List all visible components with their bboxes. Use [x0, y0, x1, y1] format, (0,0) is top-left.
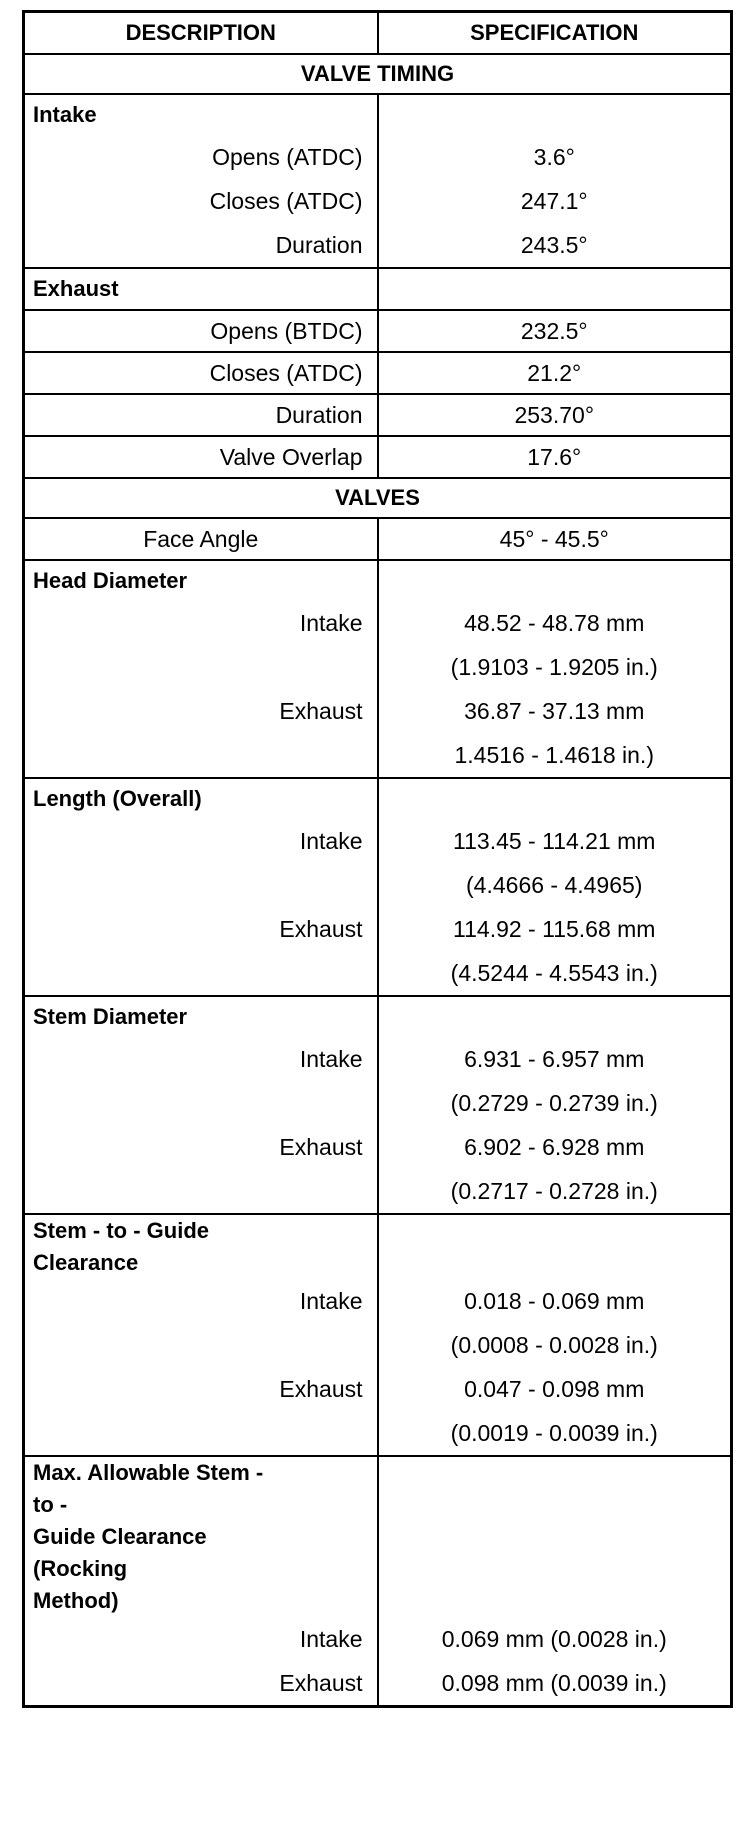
intake-duration-label: Duration — [275, 232, 363, 258]
valve-overlap-value: 17.6° — [527, 444, 582, 470]
description-cell — [24, 94, 378, 268]
stem-diameter-exhaust-mm: 6.902 - 6.928 mm — [464, 1134, 645, 1160]
stem-diameter-exhaust-label: Exhaust — [279, 1134, 363, 1160]
max-clearance-heading-line2: to - — [33, 1492, 68, 1517]
valve-overlap-label: Valve Overlap — [219, 444, 363, 470]
valve-specification-table — [22, 10, 733, 1708]
max-clearance-exhaust-label: Exhaust — [279, 1670, 363, 1696]
table-row — [24, 310, 732, 352]
intake-closes-label: Closes (ATDC) — [209, 188, 363, 214]
max-clearance-heading-line5: Method) — [33, 1588, 119, 1613]
clearance-exhaust-mm: 0.047 - 0.098 mm — [464, 1376, 645, 1402]
specification-cell — [378, 94, 732, 268]
head-diameter-intake-label: Intake — [299, 610, 363, 636]
stem-diameter-intake-mm: 6.931 - 6.957 mm — [464, 1046, 645, 1072]
clearance-intake-label: Intake — [299, 1288, 363, 1314]
max-clearance-exhaust-value: 0.098 mm (0.0039 in.) — [441, 1670, 667, 1696]
exhaust-opens-label: Opens (BTDC) — [210, 318, 363, 344]
intake-opens-label: Opens (ATDC) — [212, 144, 363, 170]
intake-closes-value: 247.1° — [520, 188, 588, 214]
clearance-intake-mm: 0.018 - 0.069 mm — [464, 1288, 645, 1314]
head-diameter-exhaust-label: Exhaust — [279, 698, 363, 724]
description-column-header: DESCRIPTION — [24, 12, 378, 55]
table-row — [24, 436, 732, 478]
clearance-exhaust-label: Exhaust — [279, 1376, 363, 1402]
stem-diameter-intake-label: Intake — [299, 1046, 363, 1072]
max-clearance-intake-value: 0.069 mm (0.0028 in.) — [441, 1626, 667, 1652]
head-diameter-intake-in: (1.9103 - 1.9205 in.) — [450, 654, 658, 680]
clearance-intake-in: (0.0008 - 0.0028 in.) — [450, 1332, 658, 1358]
intake-opens-value: 3.6° — [533, 144, 575, 170]
stem-diameter-heading: Stem Diameter — [33, 1004, 188, 1029]
length-intake-mm: 113.45 - 114.21 mm — [453, 828, 656, 854]
stem-diameter-exhaust-in: (0.2717 - 0.2728 in.) — [450, 1178, 658, 1204]
exhaust-closes-value: 21.2° — [527, 360, 582, 386]
table-row — [24, 778, 732, 996]
face-angle-label: Face Angle — [143, 526, 259, 552]
exhaust-heading: Exhaust — [33, 276, 119, 301]
exhaust-duration-label: Duration — [275, 402, 363, 428]
table-row — [24, 394, 732, 436]
table-row — [24, 1214, 732, 1456]
valve-timing-section-title: VALVE TIMING — [24, 54, 732, 94]
specification-cell — [378, 268, 732, 310]
description-cell — [24, 268, 378, 310]
stem-guide-clearance-heading-line1: Stem - to - Guide — [33, 1218, 209, 1243]
table-row — [24, 268, 732, 310]
exhaust-duration-value: 253.70° — [514, 402, 595, 428]
max-clearance-heading-line4: (Rocking — [33, 1556, 128, 1581]
head-diameter-exhaust-in: 1.4516 - 1.4618 in.) — [454, 742, 654, 768]
section-header-row — [24, 478, 732, 518]
table-row — [24, 518, 732, 560]
intake-heading: Intake — [33, 102, 97, 127]
length-overall-heading: Length (Overall) — [33, 786, 202, 811]
table-header-row — [24, 12, 732, 55]
table-row — [24, 560, 732, 778]
length-exhaust-in: (4.5244 - 4.5543 in.) — [450, 960, 658, 986]
intake-duration-value: 243.5° — [520, 232, 588, 258]
table-row — [24, 352, 732, 394]
max-clearance-intake-label: Intake — [299, 1626, 363, 1652]
specification-column-header: SPECIFICATION — [378, 12, 732, 55]
max-clearance-heading-line1: Max. Allowable Stem - — [33, 1460, 264, 1485]
head-diameter-intake-mm: 48.52 - 48.78 mm — [464, 610, 645, 636]
table-row — [24, 996, 732, 1214]
table-row — [24, 1456, 732, 1707]
section-header-row — [24, 54, 732, 94]
length-exhaust-mm: 114.92 - 115.68 mm — [453, 916, 656, 942]
length-intake-label: Intake — [299, 828, 363, 854]
clearance-exhaust-in: (0.0019 - 0.0039 in.) — [450, 1420, 658, 1446]
table-row — [24, 94, 732, 268]
head-diameter-heading: Head Diameter — [33, 568, 188, 593]
exhaust-closes-label: Closes (ATDC) — [209, 360, 363, 386]
face-angle-value: 45° - 45.5° — [499, 526, 609, 552]
length-exhaust-label: Exhaust — [279, 916, 363, 942]
stem-guide-clearance-heading-line2: Clearance — [33, 1250, 139, 1275]
valves-section-title: VALVES — [24, 478, 732, 518]
stem-diameter-intake-in: (0.2729 - 0.2739 in.) — [450, 1090, 658, 1116]
exhaust-opens-value: 232.5° — [520, 318, 588, 344]
max-clearance-heading-line3: Guide Clearance — [33, 1524, 207, 1549]
head-diameter-exhaust-mm: 36.87 - 37.13 mm — [464, 698, 645, 724]
length-intake-in: (4.4666 - 4.4965) — [466, 872, 643, 898]
